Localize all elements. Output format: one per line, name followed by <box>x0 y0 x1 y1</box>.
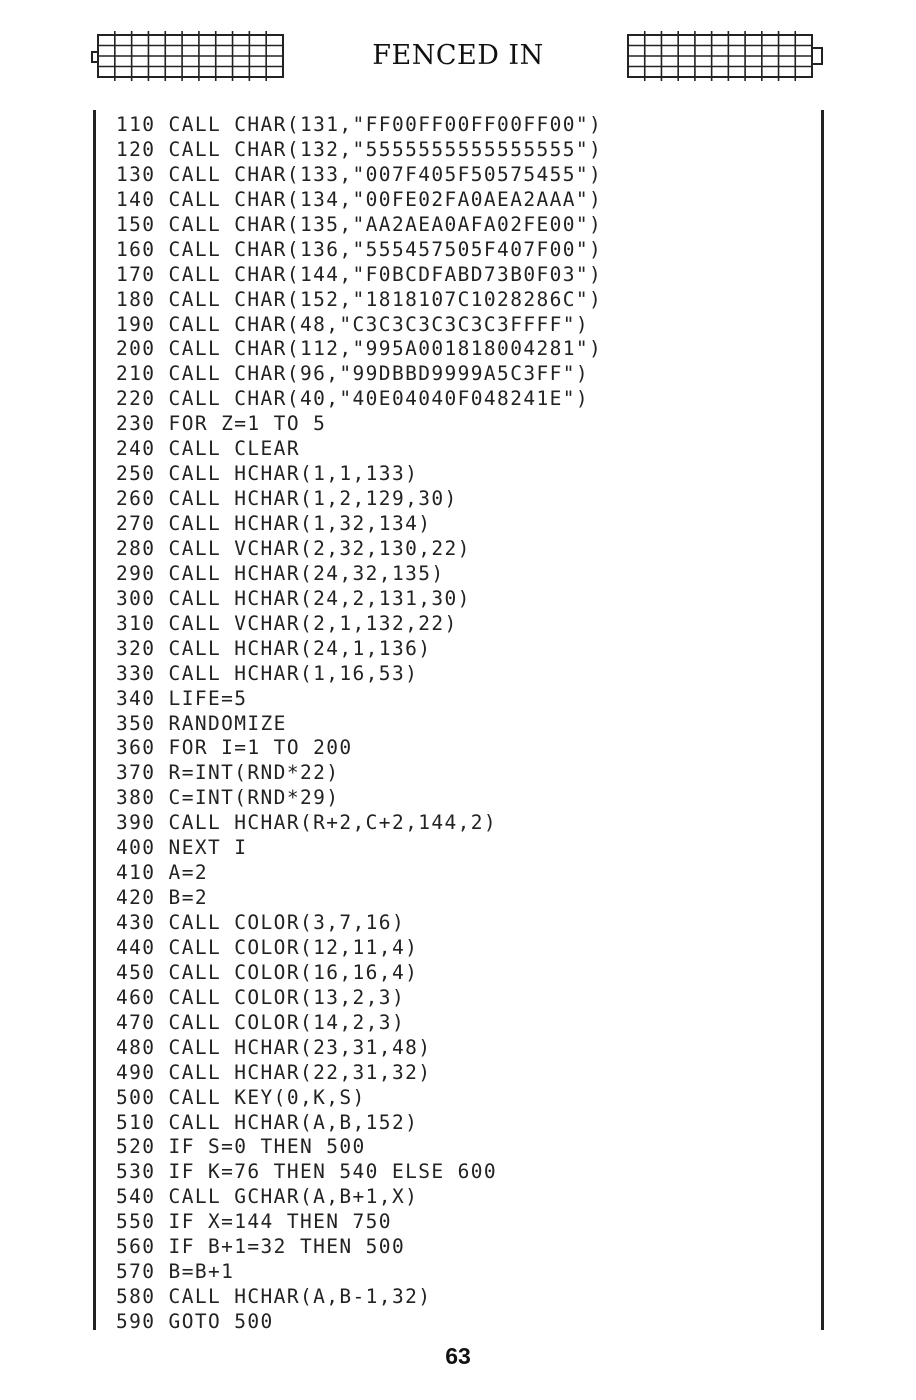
code-line: 540 CALL GCHAR(A,B+1,X) <box>116 1185 419 1209</box>
code-line: 120 CALL CHAR(132,"5555555555555555") <box>116 137 603 161</box>
code-line: 140 CALL CHAR(134,"00FE02FA0AEA2AAA") <box>116 187 603 211</box>
chapter-header <box>0 0 916 90</box>
code-line: 550 IF X=144 THEN 750 <box>116 1210 392 1234</box>
code-line: 150 CALL CHAR(135,"AA2AEA0AFA02FE00") <box>116 212 603 236</box>
code-line: 250 CALL HCHAR(1,1,133) <box>116 462 419 486</box>
code-line: 330 CALL HCHAR(1,16,53) <box>116 661 419 685</box>
code-line: 430 CALL COLOR(3,7,16) <box>116 911 406 934</box>
code-line: 300 CALL HCHAR(24,2,131,30) <box>116 586 471 610</box>
code-line: 260 CALL HCHAR(1,2,129,30) <box>116 487 458 511</box>
code-line: 270 CALL HCHAR(1,32,134) <box>116 512 432 535</box>
code-line: 320 CALL HCHAR(24,1,136) <box>116 636 432 660</box>
code-line: 480 CALL HCHAR(23,31,48) <box>116 1035 432 1059</box>
code-line: 560 IF B+1=32 THEN 500 <box>116 1235 406 1259</box>
code-line: 280 CALL VCHAR(2,32,130,22) <box>116 536 471 560</box>
chapter-title: FENCED IN <box>372 40 544 71</box>
code-line: 530 IF K=76 THEN 540 ELSE 600 <box>116 1160 498 1184</box>
code-line: 460 CALL COLOR(13,2,3) <box>116 985 406 1009</box>
code-line: 170 CALL CHAR(144,"F0BCDFABD73B0F03") <box>116 262 603 286</box>
program-listing <box>116 113 816 1335</box>
code-line: 230 FOR Z=1 TO 5 <box>116 412 327 436</box>
code-line: 360 FOR I=1 TO 200 <box>116 736 353 760</box>
code-line: 390 CALL HCHAR(R+2,C+2,144,2) <box>116 811 498 835</box>
code-line: 440 CALL COLOR(12,11,4) <box>116 935 419 959</box>
code-line: 500 CALL KEY(0,K,S) <box>116 1085 366 1109</box>
code-line: 510 CALL HCHAR(A,B,152) <box>116 1110 419 1134</box>
code-line: 370 R=INT(RND*22) <box>116 761 340 785</box>
code-line: 200 CALL CHAR(112,"995A001818004281") <box>116 337 603 361</box>
right-margin-rule <box>821 110 824 1330</box>
code-line: 580 CALL HCHAR(A,B-1,32) <box>116 1285 432 1309</box>
code-line: 220 CALL CHAR(40,"40E04040F048241E") <box>116 387 590 411</box>
code-line: 350 RANDOMIZE <box>116 711 287 735</box>
code-line: 210 CALL CHAR(96,"99DBBD9999A5C3FF") <box>116 362 590 386</box>
code-line: 240 CALL CLEAR <box>116 437 300 461</box>
code-line: 310 CALL VCHAR(2,1,132,22) <box>116 611 458 635</box>
code-line: 410 A=2 <box>116 861 208 885</box>
code-line: 180 CALL CHAR(152,"1818107C1028286C") <box>116 287 603 311</box>
code-line: 470 CALL COLOR(14,2,3) <box>116 1010 406 1034</box>
code-line: 490 CALL HCHAR(22,31,32) <box>116 1060 432 1084</box>
code-line: 340 LIFE=5 <box>116 686 248 710</box>
page-number: 63 <box>445 1343 471 1369</box>
code-line: 570 B=B+1 <box>116 1260 235 1284</box>
code-line: 420 B=2 <box>116 886 208 910</box>
code-line: 290 CALL HCHAR(24,32,135) <box>116 561 445 585</box>
code-line: 520 IF S=0 THEN 500 <box>116 1135 366 1159</box>
code-line: 160 CALL CHAR(136,"555457505F407F00") <box>116 237 603 261</box>
code-line: 400 NEXT I <box>116 836 248 860</box>
code-line: 590 GOTO 500 <box>116 1310 274 1333</box>
fence-end-cap <box>812 48 822 64</box>
code-line: 190 CALL CHAR(48,"C3C3C3C3C3C3FFFF") <box>116 312 590 336</box>
code-line: 450 CALL COLOR(16,16,4) <box>116 960 419 984</box>
code-line: 130 CALL CHAR(133,"007F405F50575455") <box>116 162 603 186</box>
left-margin-rule <box>93 110 96 1330</box>
code-line: 110 CALL CHAR(131,"FF00FF00FF00FF00") <box>116 113 603 136</box>
code-line: 380 C=INT(RND*29) <box>116 786 340 810</box>
